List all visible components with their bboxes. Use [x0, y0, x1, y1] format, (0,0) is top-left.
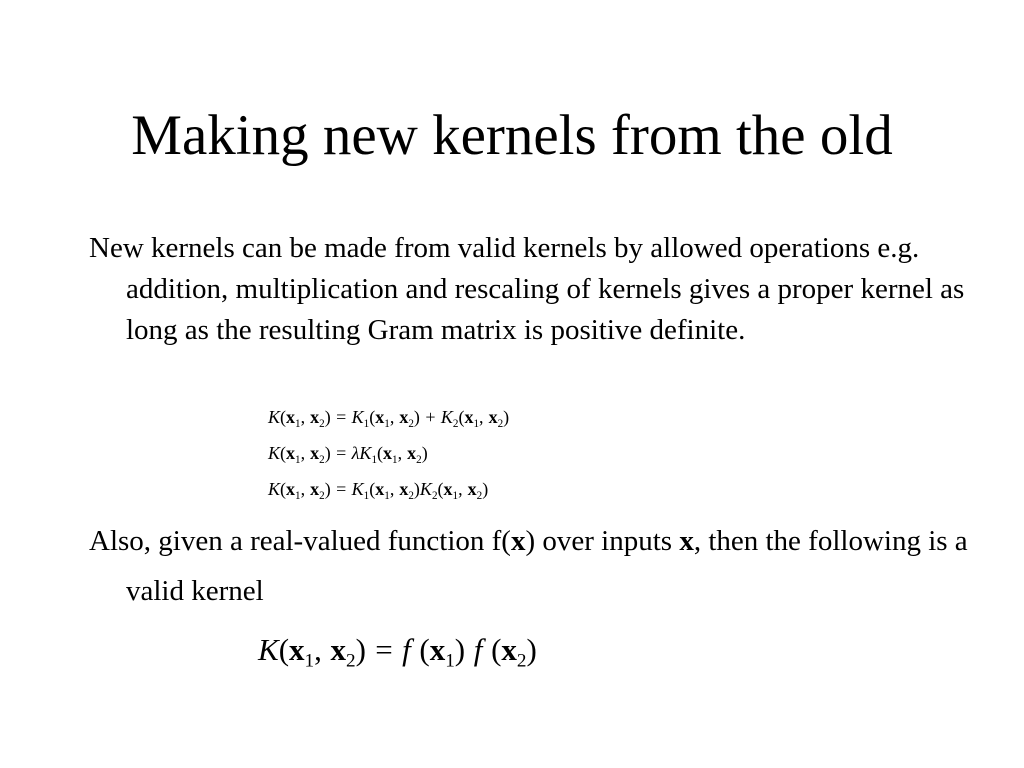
paragraph-function-kernel	[89, 516, 1006, 616]
slide-title: Making new kernels from the old	[131, 104, 893, 167]
paragraph-2-text-a: Also, given a real-valued function f(	[89, 525, 511, 557]
paragraph-2-text-b: ) over inputs	[525, 525, 680, 557]
paragraph-kernel-operations: New kernels can be made from valid kernels by allowed operations e.g. addition, multiplication and rescaling of kernels gives a proper kernel as long as the resulting Gram matrix is positive definite.	[89, 232, 965, 346]
equation-rescaled-kernel: $K(x_1$, $x_2) = \lambda K_1(x_1$, $x_2$)	[268, 443, 428, 466]
equation-sum-kernel: $K(x_1$, $x_2) = K_1(x_1$, $x_2) + K_2(x_1$, $x_2$)	[268, 407, 510, 430]
paragraph-2-bold-x-1: x	[510, 525, 526, 557]
paragraph-2-bold-x-2: x	[679, 525, 694, 557]
paragraph-2-text-c: , then the following is a valid kernel	[126, 525, 968, 607]
equation-function-product-kernel: $K(x_1$, $x_2) = f$ $(x_1)$ f $(x_2)$	[258, 632, 537, 672]
equation-product-kernel: $K(x_1$, $x_2) = K_1(x_1$, $x_2)K_2(x_1$, $x_2$)	[268, 479, 489, 502]
